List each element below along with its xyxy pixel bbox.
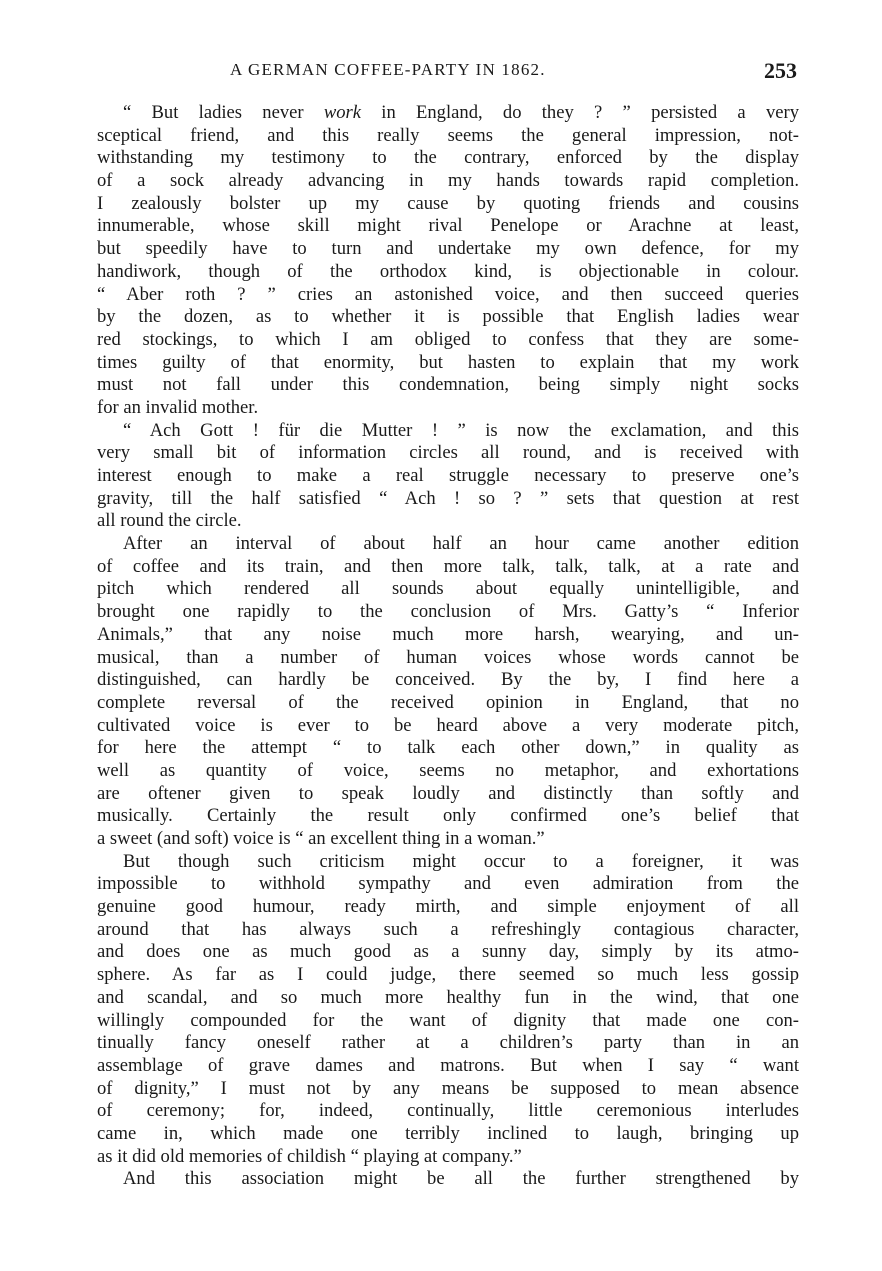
- text-line: I zealously bolster up my cause by quoting friends and cousins: [97, 192, 799, 214]
- text-line: must not fall under this condemnation, being simply night socks: [97, 374, 799, 396]
- text-line: impossible to withhold sympathy and even admiration from the: [97, 873, 799, 895]
- text-line: and scandal, and so much more healthy fun in the wind, that one: [97, 986, 799, 1008]
- text-line: willingly compounded for the want of dignity that made one con-: [97, 1009, 799, 1031]
- text-line: sceptical friend, and this really seems the general impression, not-: [97, 124, 799, 146]
- text-line: handiwork, though of the orthodox kind, is objectionable in colour.: [97, 260, 799, 282]
- text-line: Animals,” that any noise much more harsh, wearying, and un-: [97, 623, 799, 645]
- text-line: times guilty of that enormity, but hasten to explain that my work: [97, 351, 799, 373]
- text-line: of dignity,” I must not by any means be supposed to mean absence: [97, 1077, 799, 1099]
- text-line: for an invalid mother.: [97, 396, 259, 418]
- text-line: gravity, till the half satisfied “ Ach ! so ? ” sets that question at rest: [97, 487, 799, 509]
- text-line: cultivated voice is ever to be heard above a very moderate pitch,: [97, 714, 799, 736]
- page-header: [100, 58, 797, 88]
- text-line: very small bit of information circles all round, and is received with: [97, 442, 799, 464]
- text-line: around that has always such a refreshingly contagious character,: [97, 918, 799, 940]
- text-line: brought one rapidly to the conclusion of Mrs. Gatty’s “ Inferior: [97, 601, 799, 623]
- text-line: But though such criticism might occur to a foreigner, it was: [123, 850, 799, 872]
- text-line: came in, which made one terribly inclined to laugh, bringing up: [97, 1122, 799, 1144]
- text-line: all round the circle.: [97, 510, 242, 532]
- text-line: musically. Certainly the result only confirmed one’s belief that: [97, 805, 799, 827]
- running-title: A GERMAN COFFEE-PARTY IN 1862.: [230, 60, 546, 79]
- text-line: withstanding my testimony to the contrary, enforced by the display: [97, 147, 799, 169]
- text-line: complete reversal of the received opinion in England, that no: [97, 691, 799, 713]
- text-line: musical, than a number of human voices whose words cannot be: [97, 646, 799, 668]
- text-line: distinguished, can hardly be conceived. By the by, I find here a: [97, 669, 799, 691]
- text-line: After an interval of about half an hour came another edition: [123, 533, 799, 555]
- text-line: genuine good humour, ready mirth, and simple enjoyment of all: [97, 896, 799, 918]
- body-text: [97, 102, 799, 1191]
- text-line: “ But ladies never work in England, do they ? ” persisted a very: [123, 102, 799, 123]
- text-line: as it did old memories of childish “ playing at company.”: [97, 1145, 522, 1167]
- text-line: of ceremony; for, indeed, continually, little ceremonious interludes: [97, 1100, 799, 1122]
- text-line: tinually fancy oneself rather at a children’s party than in an: [97, 1032, 799, 1054]
- text-line: of coffee and its train, and then more talk, talk, talk, at a rate and: [97, 555, 799, 577]
- text-line: by the dozen, as to whether it is possible that English ladies wear: [97, 306, 799, 328]
- text-line: red stockings, to which I am obliged to confess that they are some-: [97, 328, 799, 350]
- text-line: pitch which rendered all sounds about equally unintelligible, and: [97, 578, 799, 600]
- page-number: 253: [764, 58, 797, 83]
- text-line: And this association might be all the further strengthened by: [123, 1168, 799, 1190]
- text-line: for here the attempt “ to talk each other down,” in quality as: [97, 737, 799, 759]
- text-line: “ Aber roth ? ” cries an astonished voice, and then succeed queries: [97, 283, 799, 305]
- text-line: “ Ach Gott ! für die Mutter ! ” is now the exclamation, and this: [123, 419, 799, 441]
- text-line: well as quantity of voice, seems no metaphor, and exhortations: [97, 759, 799, 781]
- text-line: are oftener given to speak loudly and distinctly than softly and: [97, 782, 799, 804]
- text-line: interest enough to make a real struggle necessary to preserve one’s: [97, 465, 799, 486]
- text-line: innumerable, whose skill might rival Penelope or Arachne at least,: [97, 215, 799, 237]
- text-line: assemblage of grave dames and matrons. But when I say “ want: [97, 1054, 799, 1076]
- text-line: a sweet (and soft) voice is “ an excellent thing in a woman.”: [97, 828, 545, 849]
- text-line: but speedily have to turn and undertake my own defence, for my: [97, 238, 799, 260]
- text-line: and does one as much good as a sunny day, simply by its atmo-: [97, 941, 799, 963]
- text-line: of a sock already advancing in my hands towards rapid completion.: [97, 170, 799, 192]
- text-line: sphere. As far as I could judge, there seemed so much less gossip: [97, 964, 799, 986]
